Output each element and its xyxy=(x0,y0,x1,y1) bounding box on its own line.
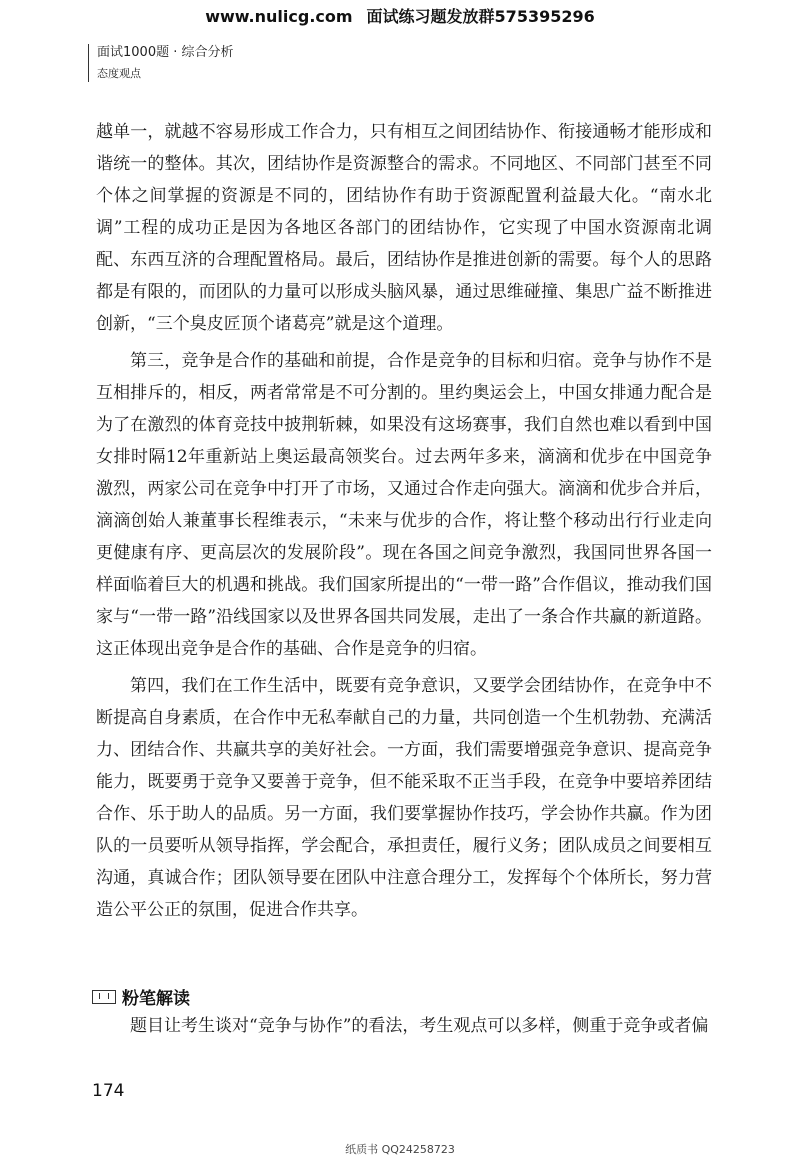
analysis-heading-label: 粉笔解读 xyxy=(122,989,190,1009)
watermark-url: www.nulicg.com xyxy=(205,7,353,26)
book-title: 面试1000题 · 综合分析 xyxy=(97,45,234,60)
paragraph: 第三，竞争是合作的基础和前提，合作是竞争的目标和归宿。竞争与协作不是互相排斥的，相反，两者常常是不可分割的。里约奥运会上，中国女排通力配合是为了在激烈的体育竞技中披荆斩棘，如果没有这场赛事，我们自然也难以看到中国女排时隔12年重新站上奥运最高领奖台。过去两年多来，滴滴和优步在中国竞争激烈，两家公司在竞争中打开了市场，又通过合作走向强大。滴滴和优步合并后，滴滴创始人兼董事长程维表示，“未来与优步的合作，将让整个移动出行行业走向更健康有序、更高层次的发展阶段”。现在各国之间竞争激烈，我国同世界各国一样面临着巨大的机遇和挑战。我们国家所提出的“一带一路”合作倡议，推动我们国家与“一带一路”沿线国家以及世界各国共同发展，走出了一条合作共赢的新道路。这正体现出竞争是合作的基础、合作是竞争的归宿。 xyxy=(96,351,712,659)
analysis-paragraph: 题目让考生谈对“竞争与协作”的看法，考生观点可以多样，侧重于竞争或者偏 xyxy=(130,1016,709,1036)
paragraph: 第四，我们在工作生活中，既要有竞争意识，又要学会团结协作，在竞争中不断提高自身素质，在合作中无私奉献自己的力量，共同创造一个生机勃勃、充满活力、团结合作、共赢共享的美好社会。一方面，我们需要增强竞争意识、提高竞争能力，既要勇于竞争又要善于竞争，但不能采取不正当手段，在竞争中要培养团结合作、乐于助人的品质。另一方面，我们要掌握协作技巧，学会协作共赢。作为团队的一员要听从领导指挥，学会配合，承担责任，履行义务；团队成员之间要相互沟通，真诚合作；团队领导要在团队中注意合理分工，发挥每个个体所长，努力营造公平公正的氛围，促进合作共享。 xyxy=(96,676,712,920)
footer-note: 纸质书 QQ24258723 xyxy=(345,1143,455,1156)
analysis-heading xyxy=(92,984,190,1009)
paragraph: 越单一，就越不容易形成工作合力，只有相互之间团结协作、衔接通畅才能形成和谐统一的整体。其次，团结协作是资源整合的需求。不同地区、不同部门甚至不同个体之间掌握的资源是不同的，团结协作有助于资源配置利益最大化。“南水北调”工程的成功正是因为各地区各部门的团结协作，它实现了中国水资源南北调配、东西互济的合理配置格局。最后，团结协作是推进创新的需要。每个人的思路都是有限的，而团队的力量可以形成头脑风暴，通过思维碰撞、集思广益不断推进创新，“三个臭皮匠顶个诸葛亮”就是这个道理。 xyxy=(96,122,712,334)
page-number: 174 xyxy=(92,1081,125,1101)
book-tag-icon xyxy=(92,990,116,1004)
running-head xyxy=(88,44,233,82)
watermark-banner xyxy=(0,4,800,27)
section-title: 态度观点 xyxy=(97,67,141,80)
analysis-text xyxy=(96,1010,712,1042)
watermark-group: 面试练习题发放群575395296 xyxy=(366,7,595,26)
body-text xyxy=(96,116,712,931)
